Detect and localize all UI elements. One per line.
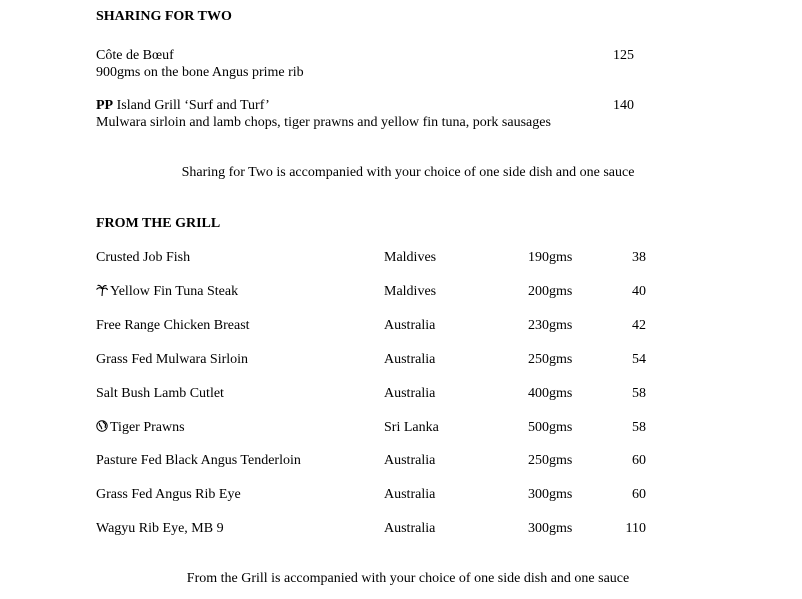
dish-origin: Australia <box>384 521 436 536</box>
dish-name <box>96 249 190 266</box>
dish-price: 140 <box>613 98 634 113</box>
dish-name <box>96 419 185 436</box>
dish-price: 110 <box>625 521 646 536</box>
dish-weight: 300gms <box>528 487 573 502</box>
section-heading-sharing: SHARING FOR TWO <box>96 9 232 24</box>
dish-origin: Australia <box>384 352 436 367</box>
dish-name-text: Grass Fed Angus Rib Eye <box>96 487 241 502</box>
dish-origin: Maldives <box>384 284 437 299</box>
dish-price: 60 <box>632 487 646 502</box>
dish-name-text: Grass Fed Mulwara Sirloin <box>96 352 249 367</box>
dish-name-text: Salt Bush Lamb Cutlet <box>96 386 224 401</box>
dish-name <box>96 351 248 368</box>
dish-name-text: Yellow Fin Tuna Steak <box>110 284 239 299</box>
dish-name <box>96 452 301 469</box>
dish-name-text: Free Range Chicken Breast <box>96 318 250 333</box>
dish-name <box>96 520 224 537</box>
dish-price: 60 <box>632 453 646 468</box>
dish-weight: 230gms <box>528 318 573 333</box>
dish-name-text: Pasture Fed Black Angus Tenderloin <box>96 453 301 468</box>
dish-origin: Australia <box>384 318 436 333</box>
palm-tree-icon <box>96 284 110 299</box>
dish-weight: 250gms <box>528 352 573 367</box>
dish-weight: 200gms <box>528 284 573 299</box>
dish-name-text: Wagyu Rib Eye, MB 9 <box>96 521 224 536</box>
dish-name <box>96 317 250 334</box>
grill-note: From the Grill is accompanied with your choice of one side dish and one sauce <box>186 571 630 586</box>
dish-origin: Australia <box>384 386 436 401</box>
dish-origin: Australia <box>384 453 436 468</box>
dish-name <box>96 385 224 402</box>
dish-name-text: Crusted Job Fish <box>96 250 191 265</box>
dish-name-prefix: PP <box>96 98 114 113</box>
dish-price: 42 <box>632 318 646 333</box>
dish-name <box>96 486 241 503</box>
dish-weight: 190gms <box>528 250 573 265</box>
dish-origin: Sri Lanka <box>384 420 439 435</box>
dish-name <box>96 97 270 114</box>
dish-name-text: Tiger Prawns <box>110 420 185 435</box>
dish-weight: 400gms <box>528 386 573 401</box>
dish-weight: 500gms <box>528 420 573 435</box>
dish-origin: Australia <box>384 487 436 502</box>
dish-origin: Maldives <box>384 250 437 265</box>
dish-description: Mulwara sirloin and lamb chops, tiger prawns and yellow fin tuna, pork sausages <box>96 115 551 130</box>
dish-name-rest: Island Grill ‘Surf and Turf’ <box>113 98 270 113</box>
dish-price: 40 <box>632 284 646 299</box>
dish-price: 58 <box>632 386 646 401</box>
section-heading-grill: FROM THE GRILL <box>96 216 221 231</box>
dish-price: 38 <box>632 250 646 265</box>
dish-name: Côte de Bœuf <box>96 48 174 63</box>
dish-weight: 250gms <box>528 453 573 468</box>
dish-name <box>96 283 238 300</box>
dish-price: 125 <box>613 48 634 63</box>
dish-price: 54 <box>632 352 646 367</box>
dish-description: 900gms on the bone Angus prime rib <box>96 65 304 80</box>
dish-weight: 300gms <box>528 521 573 536</box>
globe-icon <box>96 420 110 435</box>
dish-price: 58 <box>632 420 646 435</box>
sharing-note: Sharing for Two is accompanied with your choice of one side dish and one sauce <box>181 165 635 180</box>
